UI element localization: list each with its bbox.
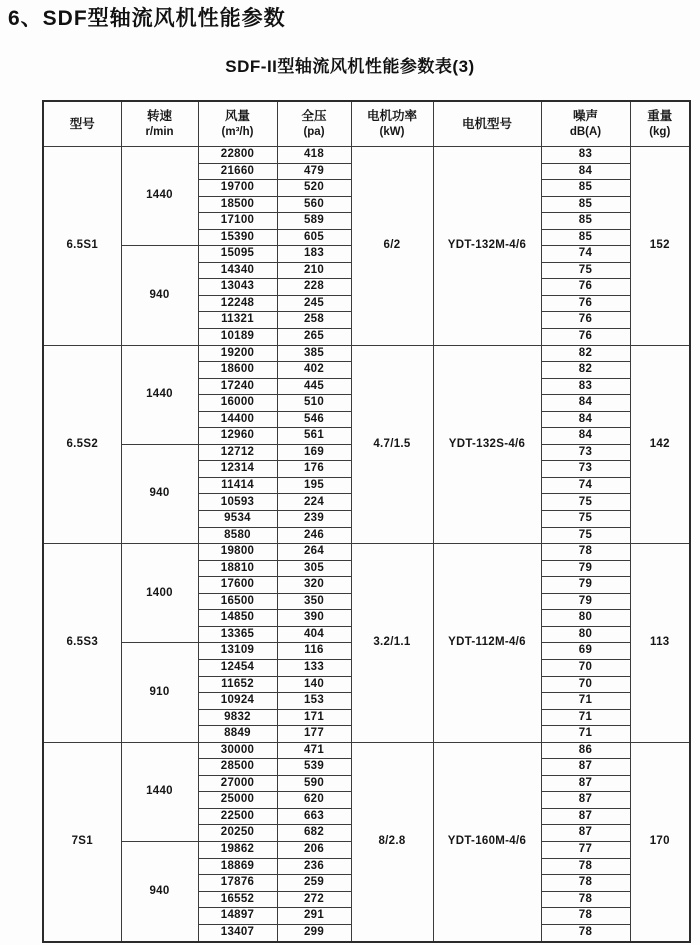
noise-cell: 85 xyxy=(541,180,630,197)
power-cell: 3.2/1.1 xyxy=(351,544,433,743)
pressure-cell: 153 xyxy=(277,693,351,710)
noise-cell: 79 xyxy=(541,593,630,610)
pressure-cell: 228 xyxy=(277,279,351,296)
noise-cell: 84 xyxy=(541,411,630,428)
flow-cell: 18600 xyxy=(198,362,277,379)
weight-cell: 170 xyxy=(630,742,690,942)
pressure-cell: 272 xyxy=(277,891,351,908)
flow-cell: 20250 xyxy=(198,825,277,842)
noise-cell: 78 xyxy=(541,924,630,942)
flow-cell: 22500 xyxy=(198,808,277,825)
noise-cell: 79 xyxy=(541,577,630,594)
col-header-speed-unit: r/min xyxy=(145,125,174,138)
noise-cell: 70 xyxy=(541,676,630,693)
flow-cell: 11652 xyxy=(198,676,277,693)
model-cell: 6.5S3 xyxy=(43,544,121,743)
col-header-motor-label: 电机型号 xyxy=(461,116,512,131)
noise-cell: 85 xyxy=(541,196,630,213)
noise-cell: 78 xyxy=(541,544,630,561)
pressure-cell: 510 xyxy=(277,395,351,412)
pressure-cell: 539 xyxy=(277,759,351,776)
col-header-flow xyxy=(198,101,277,147)
flow-cell: 17100 xyxy=(198,213,277,230)
noise-cell: 78 xyxy=(541,908,630,925)
noise-cell: 70 xyxy=(541,659,630,676)
flow-cell: 10593 xyxy=(198,494,277,511)
flow-cell: 28500 xyxy=(198,759,277,776)
flow-cell: 9832 xyxy=(198,709,277,726)
motor-cell: YDT-112M-4/6 xyxy=(433,544,541,743)
pressure-cell: 418 xyxy=(277,147,351,164)
pressure-cell: 445 xyxy=(277,378,351,395)
pressure-cell: 385 xyxy=(277,345,351,362)
noise-cell: 76 xyxy=(541,312,630,329)
fan-parameters-table xyxy=(42,100,691,943)
col-header-pressure xyxy=(277,101,351,147)
flow-cell: 19200 xyxy=(198,345,277,362)
pressure-cell: 520 xyxy=(277,180,351,197)
noise-cell: 69 xyxy=(541,643,630,660)
noise-cell: 82 xyxy=(541,362,630,379)
col-header-model-label: 型号 xyxy=(69,116,95,131)
power-cell: 4.7/1.5 xyxy=(351,345,433,544)
noise-cell: 76 xyxy=(541,329,630,346)
motor-cell: YDT-132M-4/6 xyxy=(433,147,541,346)
noise-cell: 74 xyxy=(541,246,630,263)
pressure-cell: 305 xyxy=(277,560,351,577)
pressure-cell: 620 xyxy=(277,792,351,809)
flow-cell: 19800 xyxy=(198,544,277,561)
flow-cell: 16000 xyxy=(198,395,277,412)
pressure-cell: 682 xyxy=(277,825,351,842)
pressure-cell: 259 xyxy=(277,875,351,892)
noise-cell: 84 xyxy=(541,163,630,180)
col-header-weight-label: 重量 xyxy=(647,109,673,124)
noise-cell: 85 xyxy=(541,213,630,230)
col-header-power xyxy=(351,101,433,147)
weight-cell: 142 xyxy=(630,345,690,544)
flow-cell: 10924 xyxy=(198,693,277,710)
flow-cell: 13043 xyxy=(198,279,277,296)
flow-cell: 17876 xyxy=(198,875,277,892)
flow-cell: 15095 xyxy=(198,246,277,263)
noise-cell: 84 xyxy=(541,428,630,445)
pressure-cell: 404 xyxy=(277,626,351,643)
col-header-noise xyxy=(541,101,630,147)
pressure-cell: 133 xyxy=(277,659,351,676)
header-row xyxy=(43,101,690,147)
flow-cell: 17600 xyxy=(198,577,277,594)
flow-cell: 10189 xyxy=(198,329,277,346)
flow-cell: 14897 xyxy=(198,908,277,925)
flow-cell: 19700 xyxy=(198,180,277,197)
noise-cell: 83 xyxy=(541,147,630,164)
col-header-power-unit: (kW) xyxy=(379,125,405,138)
pressure-cell: 195 xyxy=(277,477,351,494)
noise-cell: 78 xyxy=(541,875,630,892)
speed-cell: 940 xyxy=(121,246,198,345)
noise-cell: 79 xyxy=(541,560,630,577)
col-header-flow-unit: (m³/h) xyxy=(221,125,254,138)
noise-cell: 71 xyxy=(541,709,630,726)
flow-cell: 21660 xyxy=(198,163,277,180)
pressure-cell: 546 xyxy=(277,411,351,428)
model-cell: 7S1 xyxy=(43,742,121,942)
col-header-motor xyxy=(433,101,541,147)
flow-cell: 30000 xyxy=(198,742,277,759)
flow-cell: 9534 xyxy=(198,511,277,528)
noise-cell: 78 xyxy=(541,858,630,875)
flow-cell: 12712 xyxy=(198,444,277,461)
flow-cell: 13407 xyxy=(198,924,277,942)
col-header-pressure-unit: (pa) xyxy=(303,125,325,138)
col-header-weight-unit: (kg) xyxy=(649,125,671,138)
pressure-cell: 176 xyxy=(277,461,351,478)
flow-cell: 14400 xyxy=(198,411,277,428)
pressure-cell: 245 xyxy=(277,295,351,312)
col-header-speed-label: 转速 xyxy=(146,109,172,124)
noise-cell: 75 xyxy=(541,262,630,279)
pressure-cell: 663 xyxy=(277,808,351,825)
speed-cell: 1440 xyxy=(121,147,198,246)
noise-cell: 83 xyxy=(541,378,630,395)
pressure-cell: 206 xyxy=(277,841,351,858)
noise-cell: 80 xyxy=(541,626,630,643)
flow-cell: 25000 xyxy=(198,792,277,809)
noise-cell: 87 xyxy=(541,775,630,792)
col-header-speed xyxy=(121,101,198,147)
noise-cell: 86 xyxy=(541,742,630,759)
flow-cell: 17240 xyxy=(198,378,277,395)
table-header xyxy=(43,101,690,147)
flow-cell: 19862 xyxy=(198,841,277,858)
pressure-cell: 177 xyxy=(277,726,351,743)
col-header-flow-label: 风量 xyxy=(224,109,250,124)
noise-cell: 73 xyxy=(541,461,630,478)
noise-cell: 87 xyxy=(541,825,630,842)
speed-cell: 940 xyxy=(121,841,198,942)
table-row xyxy=(43,345,690,362)
pressure-cell: 560 xyxy=(277,196,351,213)
col-header-power-label: 电机功率 xyxy=(366,109,417,124)
noise-cell: 80 xyxy=(541,610,630,627)
col-header-pressure-label: 全压 xyxy=(301,109,327,124)
pressure-cell: 390 xyxy=(277,610,351,627)
pressure-cell: 471 xyxy=(277,742,351,759)
pressure-cell: 183 xyxy=(277,246,351,263)
weight-cell: 113 xyxy=(630,544,690,743)
power-cell: 8/2.8 xyxy=(351,742,433,942)
noise-cell: 87 xyxy=(541,792,630,809)
pressure-cell: 236 xyxy=(277,858,351,875)
speed-cell: 940 xyxy=(121,444,198,543)
noise-cell: 71 xyxy=(541,693,630,710)
pressure-cell: 169 xyxy=(277,444,351,461)
flow-cell: 8849 xyxy=(198,726,277,743)
model-cell: 6.5S2 xyxy=(43,345,121,544)
pressure-cell: 264 xyxy=(277,544,351,561)
noise-cell: 87 xyxy=(541,759,630,776)
pressure-cell: 116 xyxy=(277,643,351,660)
noise-cell: 75 xyxy=(541,527,630,544)
table-body xyxy=(43,147,690,943)
flow-cell: 16552 xyxy=(198,891,277,908)
model-cell: 6.5S1 xyxy=(43,147,121,346)
flow-cell: 13109 xyxy=(198,643,277,660)
pressure-cell: 239 xyxy=(277,511,351,528)
flow-cell: 12248 xyxy=(198,295,277,312)
noise-cell: 78 xyxy=(541,891,630,908)
motor-cell: YDT-132S-4/6 xyxy=(433,345,541,544)
pressure-cell: 265 xyxy=(277,329,351,346)
speed-cell: 1440 xyxy=(121,742,198,841)
pressure-cell: 320 xyxy=(277,577,351,594)
table-row xyxy=(43,147,690,164)
table-row xyxy=(43,742,690,759)
speed-cell: 910 xyxy=(121,643,198,742)
pressure-cell: 402 xyxy=(277,362,351,379)
speed-cell: 1400 xyxy=(121,544,198,643)
pressure-cell: 246 xyxy=(277,527,351,544)
col-header-noise-unit: dB(A) xyxy=(569,125,602,138)
weight-cell: 152 xyxy=(630,147,690,346)
pressure-cell: 291 xyxy=(277,908,351,925)
pressure-cell: 299 xyxy=(277,924,351,942)
flow-cell: 14850 xyxy=(198,610,277,627)
flow-cell: 22800 xyxy=(198,147,277,164)
noise-cell: 75 xyxy=(541,494,630,511)
pressure-cell: 561 xyxy=(277,428,351,445)
noise-cell: 74 xyxy=(541,477,630,494)
power-cell: 6/2 xyxy=(351,147,433,346)
noise-cell: 87 xyxy=(541,808,630,825)
table-row xyxy=(43,544,690,561)
pressure-cell: 605 xyxy=(277,229,351,246)
noise-cell: 71 xyxy=(541,726,630,743)
noise-cell: 84 xyxy=(541,395,630,412)
flow-cell: 18869 xyxy=(198,858,277,875)
noise-cell: 76 xyxy=(541,279,630,296)
speed-cell: 1440 xyxy=(121,345,198,444)
noise-cell: 76 xyxy=(541,295,630,312)
pressure-cell: 350 xyxy=(277,593,351,610)
flow-cell: 12314 xyxy=(198,461,277,478)
noise-cell: 73 xyxy=(541,444,630,461)
flow-cell: 12960 xyxy=(198,428,277,445)
col-header-weight xyxy=(630,101,690,147)
noise-cell: 77 xyxy=(541,841,630,858)
col-header-model xyxy=(43,101,121,147)
flow-cell: 18810 xyxy=(198,560,277,577)
flow-cell: 13365 xyxy=(198,626,277,643)
flow-cell: 18500 xyxy=(198,196,277,213)
noise-cell: 75 xyxy=(541,511,630,528)
flow-cell: 14340 xyxy=(198,262,277,279)
noise-cell: 82 xyxy=(541,345,630,362)
pressure-cell: 210 xyxy=(277,262,351,279)
pressure-cell: 140 xyxy=(277,676,351,693)
col-header-noise-label: 噪声 xyxy=(572,109,598,124)
pressure-cell: 171 xyxy=(277,709,351,726)
flow-cell: 15390 xyxy=(198,229,277,246)
pressure-cell: 479 xyxy=(277,163,351,180)
flow-cell: 11414 xyxy=(198,477,277,494)
flow-cell: 16500 xyxy=(198,593,277,610)
flow-cell: 27000 xyxy=(198,775,277,792)
motor-cell: YDT-160M-4/6 xyxy=(433,742,541,942)
flow-cell: 12454 xyxy=(198,659,277,676)
pressure-cell: 258 xyxy=(277,312,351,329)
pressure-cell: 224 xyxy=(277,494,351,511)
flow-cell: 11321 xyxy=(198,312,277,329)
flow-cell: 8580 xyxy=(198,527,277,544)
pressure-cell: 589 xyxy=(277,213,351,230)
noise-cell: 85 xyxy=(541,229,630,246)
table-title: SDF-II型轴流风机性能参数表(3) xyxy=(225,57,475,76)
page-title: 6、SDF型轴流风机性能参数 xyxy=(8,7,286,30)
pressure-cell: 590 xyxy=(277,775,351,792)
